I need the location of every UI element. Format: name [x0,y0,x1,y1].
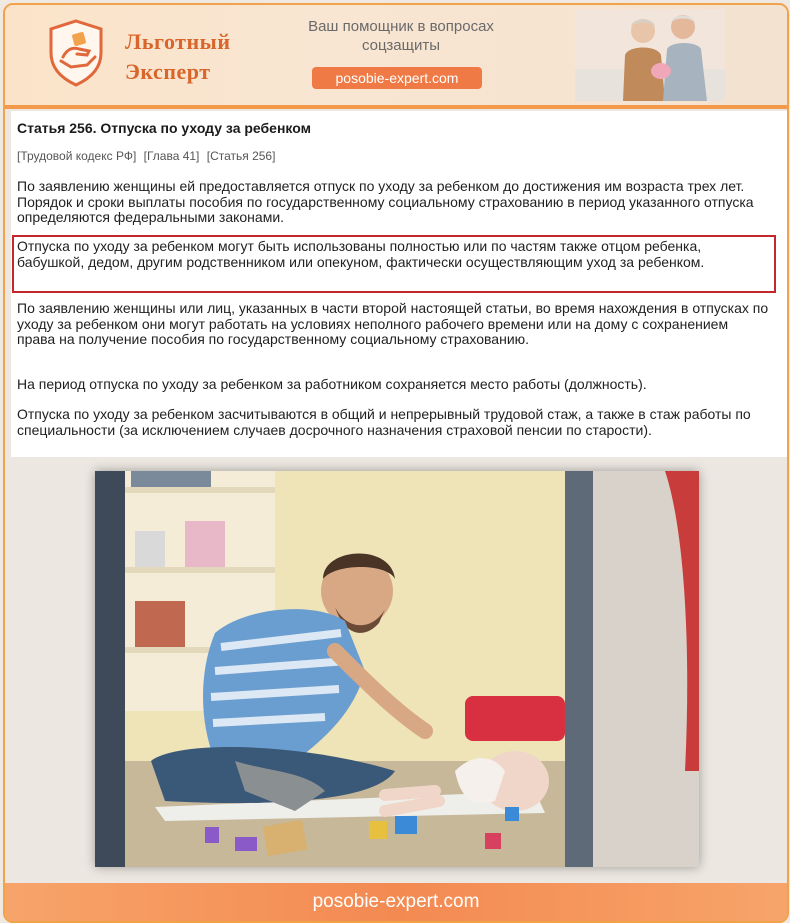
site-link-button[interactable]: posobie-expert.com [312,67,482,89]
article-panel [11,111,787,457]
logo-line-1: Льготный [125,29,231,54]
breadcrumb-link-chapter[interactable]: [Глава 41] [143,149,200,163]
page-frame [3,3,789,923]
shield-logo-icon [47,19,105,87]
logo-line-2: Эксперт [125,59,211,84]
article-paragraph-1: По заявлению женщины ей предоставляется отпуск по уходу за ребенком до достижения им возраста трех лет. Порядок и сроки выплаты пособия по государственному социальному страхованию в период указанного отпуска определяются федеральными законами. [17,178,754,225]
footer-site-link[interactable]: posobie-expert.com [312,891,480,912]
footer-bar [5,883,787,921]
father-changing-baby-photo [95,471,699,867]
breadcrumb [17,149,279,163]
logo-title [125,27,231,87]
header-banner [5,5,787,109]
article-paragraph-3: По заявлению женщины или лиц, указанных в части второй настоящей статьи, во время нахождения в отпусках по уходу за ребенком они могут работать на условиях неполного рабочего времени или на дому с сохранением права на получение пособия по государственному социальному страхованию. [17,300,769,347]
banner-tagline: Ваш помощник в вопросах соцзащиты [308,18,494,54]
article-paragraph-4: На период отпуска по уходу за ребенком за работником сохраняется место работы (должность). [17,376,647,392]
article-paragraph-2-highlighted: Отпуска по уходу за ребенком могут быть использованы полностью или по частям также отцом ребенка, бабушкой, дедом, другим родственником или опекуном, фактически осуществляющим уход за ребенком. [17,238,705,270]
article-paragraph-5: Отпуска по уходу за ребенком засчитываются в общий и непрерывный трудовой стаж, а также в стаж работы по специальности (за исключением случаев досрочного назначения страховой пенсии по старости). [17,406,751,438]
breadcrumb-link-article[interactable]: [Статья 256] [206,149,276,163]
elderly-couple-image [575,9,725,101]
article-title: Статья 256. Отпуска по уходу за ребенком [17,120,311,136]
breadcrumb-link-code[interactable]: [Трудовой кодекс РФ] [17,149,137,163]
